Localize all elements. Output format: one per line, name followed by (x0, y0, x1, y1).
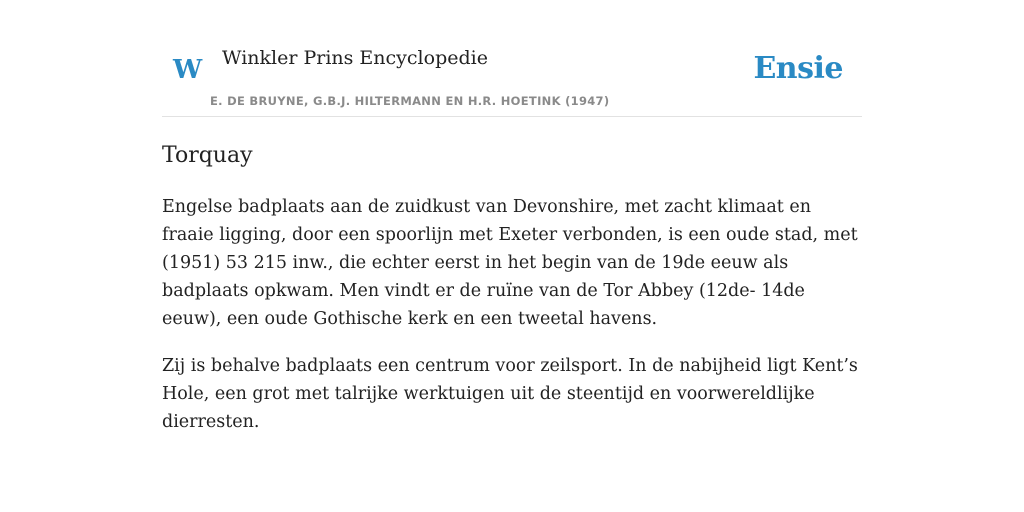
page-container (162, 0, 862, 436)
source-authors: E. DE BRUYNE, G.B.J. HILTERMANN EN H.R. HOETINK (1947) (210, 94, 610, 108)
article-title: Torquay (162, 143, 253, 168)
source-title[interactable]: Winkler Prins Encyclopedie (222, 47, 488, 69)
article-paragraph: Engelse badplaats aan de zuidkust van Devonshire, met zacht klimaat en fraaie ligging, door een spoorlijn met Exeter verbonden, is een oude stad, met (1951) 53 215 inw., die echter eerst in het begin van de 19de eeuw als badplaats opkwam. Men vindt er de ruïne van de Tor Abbey (12de- 14de eeuw), een oude Gothische kerk en een tweetal havens. (162, 197, 858, 329)
winkler-prins-logo-icon[interactable]: W (173, 55, 203, 85)
source-header (162, 0, 862, 117)
article-paragraph: Zij is behalve badplaats een centrum voor zeilsport. In de nabijheid ligt Kent’s Hole, een grot met talrijke werktuigen uit de steentijd en voorwereldlijke dierresten. (162, 356, 858, 432)
ensie-logo[interactable]: Ensie (753, 51, 843, 86)
